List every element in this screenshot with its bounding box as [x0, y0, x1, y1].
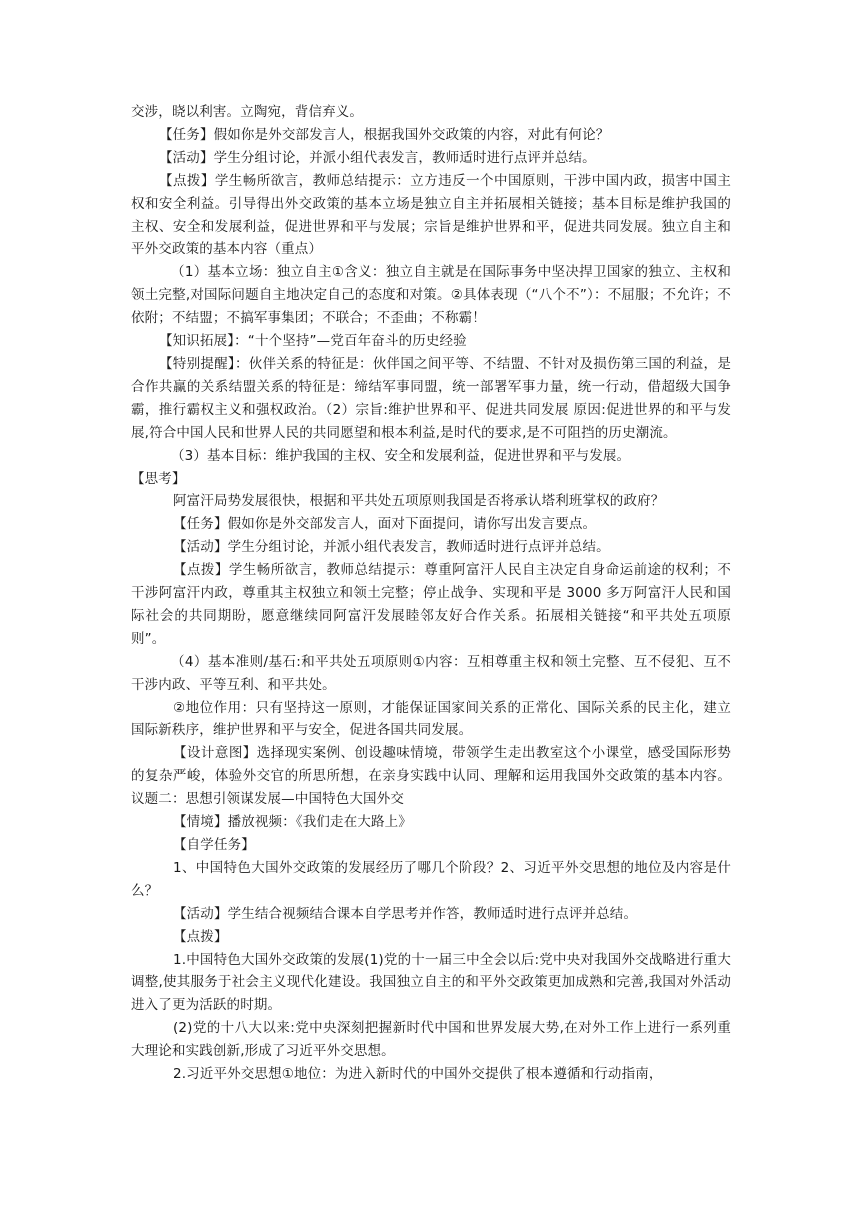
paragraph: （1）基本立场：独立自主①含义：独立自主就是在国际事务中坚决捍卫国家的独立、主权和领土完整,对国际问题自主地决定自己的态度和对策。②具体表现（“八个不”）：不屈服；不允许；不依附；不结盟；不搞军事集团；不联合；不歪曲；不称霸！	[131, 264, 731, 327]
paragraph: 1、中国特色大国外交政策的发展经历了哪几个阶段？2、习近平外交思想的地位及内容是什么？	[131, 859, 731, 899]
paragraph: （3）基本目标：维护我国的主权、安全和发展利益，促进世界和平与发展。	[171, 447, 631, 464]
paragraph: 【活动】学生分组讨论，并派小组代表发言，教师适时进行点评并总结。	[159, 149, 596, 166]
paragraph: 【活动】学生结合视频结合课本自学思考并作答，教师适时进行点评并总结。	[173, 905, 638, 922]
paragraph: 【知识拓展】：“十个坚持”—党百年奋斗的历史经验	[159, 333, 467, 350]
paragraph: 【自学任务】	[173, 837, 255, 853]
paragraph: 【设计意图】选择现实案例、创设趣味情境，带领学生走出教室这个小课堂，感受国际形势的复杂严峻，体验外交官的所思所想，在亲身实践中认同、理解和运用我国外交政策的基本内容。议题二：思想引领谋发展—中国特色大国外交	[131, 745, 731, 808]
paragraph: 【点拨】	[173, 928, 228, 945]
paragraph: 【点拨】学生畅所欲言，教师总结提示：尊重阿富汗人民自主决定自身命运前途的权利；不干涉阿富汗内政，尊重其主权独立和领土完整；停止战争、实现和平是 3000 多万阿富汗人民和国际社会的共同期盼，愿意继续同阿富汗发展睦邻友好合作关系。拓展相关链接“和平共处五项原则”。	[131, 562, 731, 647]
paragraph: 阿富汗局势发展很快，根据和平共处五项原则我国是否将承认塔利班掌权的政府？	[173, 493, 665, 510]
paragraph: 【任务】假如你是外交部发言人，根据我国外交政策的内容，对此有何论？	[159, 126, 610, 143]
paragraph: 【任务】假如你是外交部发言人，面对下面提问，请你写出发言要点。	[173, 516, 597, 533]
paragraph: 2.习近平外交思想①地位：为进入新时代的中国外交提供了根本遵循和行动指南，	[173, 1066, 663, 1083]
paragraph: （4）基本准则/基石:和平共处五项原则①内容：互相尊重主权和领土完整、互不侵犯、互不干涉内政、平等互利、和平共处。	[131, 653, 731, 693]
paragraph: 【活动】学生分组讨论，并派小组代表发言，教师适时进行点评并总结。	[173, 539, 610, 556]
paragraph: ②地位作用：只有坚持这一原则，才能保证国家间关系的正常化、国际关系的民主化，建立国际新秩序，维护世界和平与安全，促进各国共同发展。	[131, 699, 731, 739]
paragraph: 交涉，晓以利害。立陶宛，背信弃义。	[131, 104, 364, 120]
section-heading: 【思考】	[131, 470, 186, 487]
paragraph: 【特别提醒】：伙伴关系的特征是：伙伴国之间平等、不结盟、不针对及损伤第三国的利益，是合作共赢的关系结盟关系的特征是：缔结军事同盟，统一部署军事力量，统一行动，借超级大国争霸，推行霸权主义和强权政治。（2）宗旨:维护世界和平、促进共同发展 原因:促进世界的和平与发展,符合中国人民和世界人民的共同愿望和根本利益,是时代的要求,是不可阻挡的历史潮流。	[131, 355, 731, 441]
paragraph: (2)党的十八大以来:党中央深刻把握新时代中国和世界发展大势,在对外工作上进行一系列重大理论和实践创新,形成了习近平外交思想。	[131, 1020, 731, 1060]
paragraph: 【点拨】学生畅所欲言，教师总结提示：立方违反一个中国原则，干涉中国内政，损害中国主权和安全利益。引导得出外交政策的基本立场是独立自主并拓展相关链接；基本目标是维护我国的主权、安全和发展利益，促进世界和平与发展；宗旨是维护世界和平，促进共同发展。独立自主和平外交政策的基本内容（重点）	[131, 172, 731, 258]
document-page	[131, 101, 731, 1086]
paragraph: 1.中国特色大国外交政策的发展(1)党的十一届三中全会以后:党中央对我国外交战略进行重大调整,使其服务于社会主义现代化建设。我国独立自主的和平外交政策更加成熟和完善,我国对外活动进入了更为活跃的时期。	[131, 951, 731, 1014]
paragraph: 【情境】播放视频：《我们走在大路上》	[173, 814, 412, 831]
